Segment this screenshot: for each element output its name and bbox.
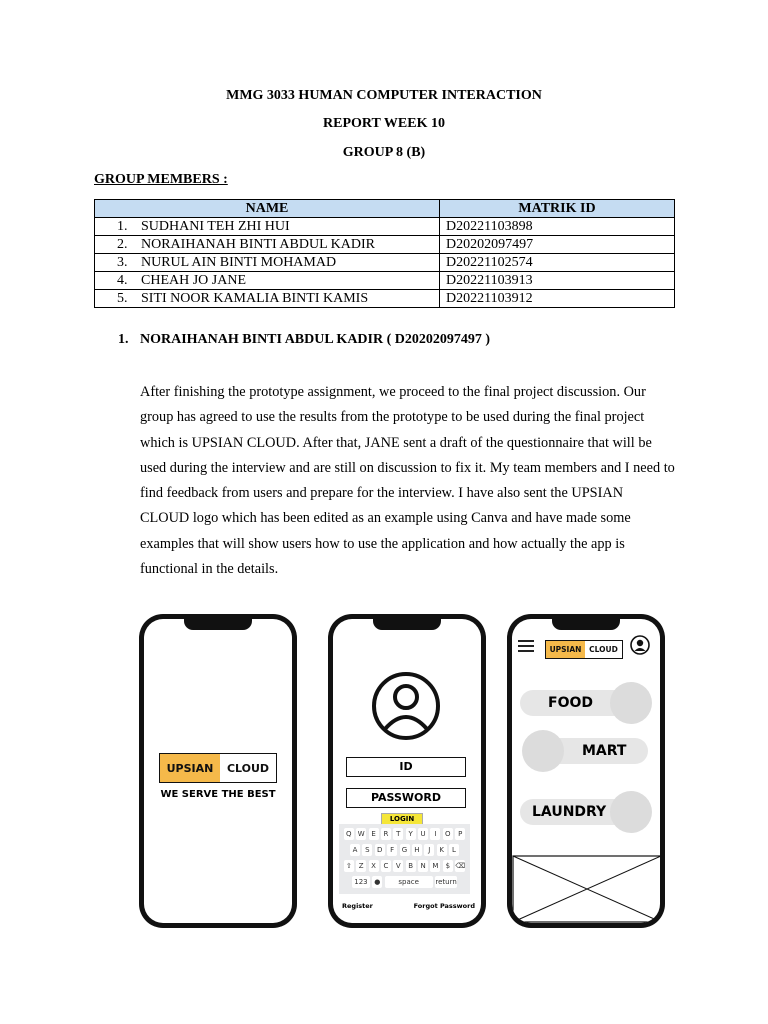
id-field[interactable]: ID [346, 757, 466, 777]
member-name-cell [95, 236, 440, 254]
member-name: CHEAH JO JANE [141, 273, 246, 288]
key[interactable]: L [449, 844, 459, 856]
mart-image-placeholder [522, 730, 564, 772]
member-id: D20221103898 [440, 218, 675, 236]
member-id: D20221103913 [440, 272, 675, 290]
keyboard-row [339, 828, 470, 840]
key[interactable]: X [369, 860, 379, 872]
password-field[interactable]: PASSWORD [346, 788, 466, 808]
food-image-placeholder [610, 682, 652, 724]
key[interactable]: B [406, 860, 416, 872]
phone-notch [373, 619, 441, 630]
key[interactable]: G [400, 844, 410, 856]
phone-notch [552, 619, 620, 630]
key[interactable]: Y [406, 828, 416, 840]
laundry-image-placeholder [610, 791, 652, 833]
key[interactable]: F [387, 844, 397, 856]
login-button[interactable]: LOGIN [381, 813, 423, 825]
table-row [95, 218, 675, 236]
menu-laundry-label: LAUNDRY [532, 804, 607, 820]
key[interactable]: T [393, 828, 403, 840]
forgot-password-link[interactable]: Forgot Password [413, 902, 475, 910]
numbers-key[interactable]: 123 [352, 876, 370, 888]
column-header-matrik: MATRIK ID [440, 200, 675, 218]
key[interactable]: H [412, 844, 422, 856]
member-id: D20202097497 [440, 236, 675, 254]
column-header-name: NAME [95, 200, 440, 218]
table-row [95, 254, 675, 272]
on-screen-keyboard [339, 824, 470, 894]
row-number: 2. [117, 237, 128, 252]
key[interactable]: N [418, 860, 428, 872]
member-name: SITI NOOR KAMALIA BINTI KAMIS [141, 291, 369, 306]
phone-mockup-splash [139, 614, 297, 928]
key[interactable]: V [393, 860, 403, 872]
key[interactable]: W [357, 830, 365, 838]
user-profile-icon[interactable] [630, 635, 650, 655]
tagline: WE SERVE THE BEST [160, 789, 276, 800]
key[interactable]: R [381, 828, 391, 840]
member-name: SUDHANI TEH ZHI HUI [141, 219, 290, 234]
key[interactable]: M [432, 862, 439, 870]
hamburger-menu-icon[interactable] [518, 640, 534, 652]
user-avatar-icon [371, 671, 441, 741]
member-id: D20221103912 [440, 290, 675, 308]
key[interactable]: E [369, 828, 379, 840]
member-name: NORAIHANAH BINTI ABDUL KADIR [141, 237, 375, 252]
key[interactable]: S [362, 844, 372, 856]
key[interactable]: I [430, 828, 440, 840]
mic-icon[interactable]: ● [374, 878, 381, 886]
keyboard-row [339, 860, 470, 872]
section-heading [118, 332, 490, 348]
table-row [95, 290, 675, 308]
row-number: 1. [117, 219, 128, 234]
menu-food-label: FOOD [548, 695, 593, 711]
member-name-cell [95, 254, 440, 272]
table-row [95, 272, 675, 290]
key[interactable]: Q [344, 828, 354, 840]
group-members-heading: GROUP MEMBERS : [94, 172, 228, 187]
space-key[interactable]: space [385, 876, 433, 888]
key[interactable]: P [455, 828, 465, 840]
return-key[interactable]: return [435, 878, 457, 886]
upsian-cloud-logo [545, 640, 623, 659]
register-link[interactable]: Register [342, 902, 373, 910]
logo-upsian: UPSIAN [160, 754, 220, 782]
keyboard-row [339, 876, 470, 888]
menu-mart-label: MART [582, 743, 627, 759]
logo-cloud: CLOUD [589, 645, 618, 654]
course-title: MMG 3033 HUMAN COMPUTER INTERACTION [226, 88, 542, 103]
group-title: GROUP 8 (B) [342, 145, 426, 160]
key[interactable]: A [350, 844, 360, 856]
row-number: 3. [117, 255, 128, 270]
report-title: REPORT WEEK 10 [323, 116, 445, 131]
key[interactable]: $ [443, 860, 453, 872]
phone-screen [512, 619, 660, 923]
members-table [94, 199, 675, 308]
report-paragraph: After finishing the prototype assignment, we proceed to the final project discussion. Our group has agreed to use the results from the prototype to be used during the final project which is UPSIAN CLOUD. After that, JANE sent a draft of the questionnaire that will be used during the interview and are still on discussion to fix it. My team members and I need to find feedback from users and prepare for the interview. I have also sent the UPSIAN CLOUD logo which has been edited as an example using Canva and have made some examples that will show users how to use the application and how actually the app is functional in the details. [140, 384, 675, 578]
member-name-cell [95, 290, 440, 308]
table-row [95, 236, 675, 254]
member-name-cell [95, 272, 440, 290]
section-title: NORAIHANAH BINTI ABDUL KADIR ( D20202097497 ) [140, 332, 491, 347]
key[interactable]: J [424, 844, 434, 856]
phone-mockup-menu [507, 614, 665, 928]
key[interactable]: U [418, 828, 428, 840]
image-placeholder-box [512, 855, 660, 923]
keyboard-row [339, 844, 470, 856]
backspace-key[interactable]: ⌫ [455, 862, 466, 870]
logo-cloud: CLOUD [226, 761, 270, 775]
key[interactable]: Z [356, 860, 366, 872]
phone-mockup-login [328, 614, 486, 928]
row-number: 4. [117, 273, 128, 288]
phone-notch [184, 619, 252, 630]
member-name-cell [95, 218, 440, 236]
phone-screen [333, 619, 481, 923]
upsian-cloud-logo [159, 753, 277, 783]
shift-key[interactable]: ⇧ [344, 860, 354, 872]
section-number: 1. [118, 332, 129, 347]
key[interactable]: K [437, 844, 447, 856]
key[interactable]: O [443, 828, 453, 840]
table-header-row [95, 200, 675, 218]
member-id: D20221102574 [440, 254, 675, 272]
phone-screen [144, 619, 292, 923]
logo-upsian: UPSIAN [546, 641, 585, 658]
row-number: 5. [117, 291, 128, 306]
member-name: NURUL AIN BINTI MOHAMAD [141, 255, 337, 270]
key[interactable]: D [375, 844, 385, 856]
key[interactable]: C [381, 860, 391, 872]
